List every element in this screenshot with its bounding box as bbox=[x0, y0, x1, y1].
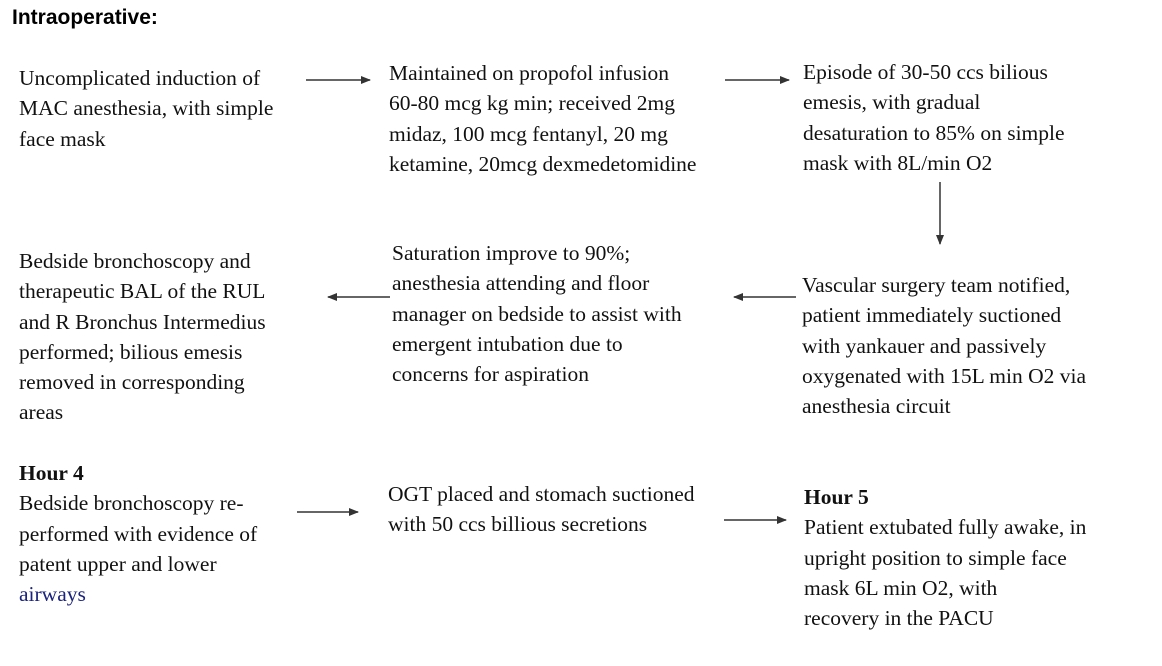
hour-label: Hour 4 bbox=[19, 461, 84, 485]
node-line: oxygenated with 15L min O2 via bbox=[802, 363, 1087, 388]
node-line: concerns for aspiration bbox=[392, 362, 590, 387]
node-line: performed with evidence of bbox=[19, 521, 258, 546]
node-line: with yankauer and passively bbox=[802, 333, 1047, 358]
node-line: manager on bedside to assist with bbox=[392, 301, 682, 326]
node-line: mask with 8L/min O2 bbox=[803, 150, 993, 175]
node-line: Episode of 30-50 ccs bilious bbox=[803, 60, 1048, 84]
node-line: OGT placed and stomach suctioned bbox=[388, 482, 695, 506]
node-line: areas bbox=[19, 400, 64, 425]
node-line: Patient extubated fully awake, in bbox=[804, 515, 1087, 540]
node-line: performed; bilious emesis bbox=[19, 339, 243, 364]
node-line: ketamine, 20mcg dexmedetomidine bbox=[389, 151, 697, 176]
node-line: upright position to simple face bbox=[804, 545, 1067, 570]
node-line: removed in corresponding bbox=[19, 370, 245, 395]
node-line: patent upper and lower bbox=[19, 551, 217, 576]
node-line: MAC anesthesia, with simple bbox=[19, 96, 274, 121]
node-line: with 50 ccs billious secretions bbox=[388, 512, 648, 537]
node-line: desaturation to 85% on simple bbox=[803, 120, 1065, 145]
hour-label: Hour 5 bbox=[804, 485, 869, 509]
node-line: Bedside bronchoscopy re- bbox=[19, 491, 244, 516]
node-line: emesis, with gradual bbox=[803, 90, 981, 115]
node-line: emergent intubation due to bbox=[392, 331, 623, 356]
node-line: anesthesia circuit bbox=[802, 394, 951, 419]
node-line: and R Bronchus Intermedius bbox=[19, 309, 266, 334]
node-line: Saturation improve to 90%; bbox=[392, 241, 631, 265]
node-line: Uncomplicated induction of bbox=[19, 66, 261, 90]
node-line: mask 6L min O2, with bbox=[804, 575, 998, 600]
node-line: airways bbox=[19, 582, 86, 607]
page-title: Intraoperative: bbox=[12, 6, 158, 29]
node-line: patient immediately suctioned bbox=[802, 303, 1062, 328]
node-line: anesthesia attending and floor bbox=[392, 271, 650, 296]
node-line: recovery in the PACU bbox=[804, 606, 994, 631]
node-line: Bedside bronchoscopy and bbox=[19, 249, 251, 273]
node-line: Vascular surgery team notified, bbox=[802, 273, 1071, 297]
node-line: midaz, 100 mcg fentanyl, 20 mg bbox=[389, 121, 668, 146]
node-line: Maintained on propofol infusion bbox=[389, 61, 670, 85]
node-line: therapeutic BAL of the RUL bbox=[19, 279, 266, 304]
node-line: face mask bbox=[19, 126, 106, 151]
node-line: 60-80 mcg kg min; received 2mg bbox=[389, 91, 675, 116]
